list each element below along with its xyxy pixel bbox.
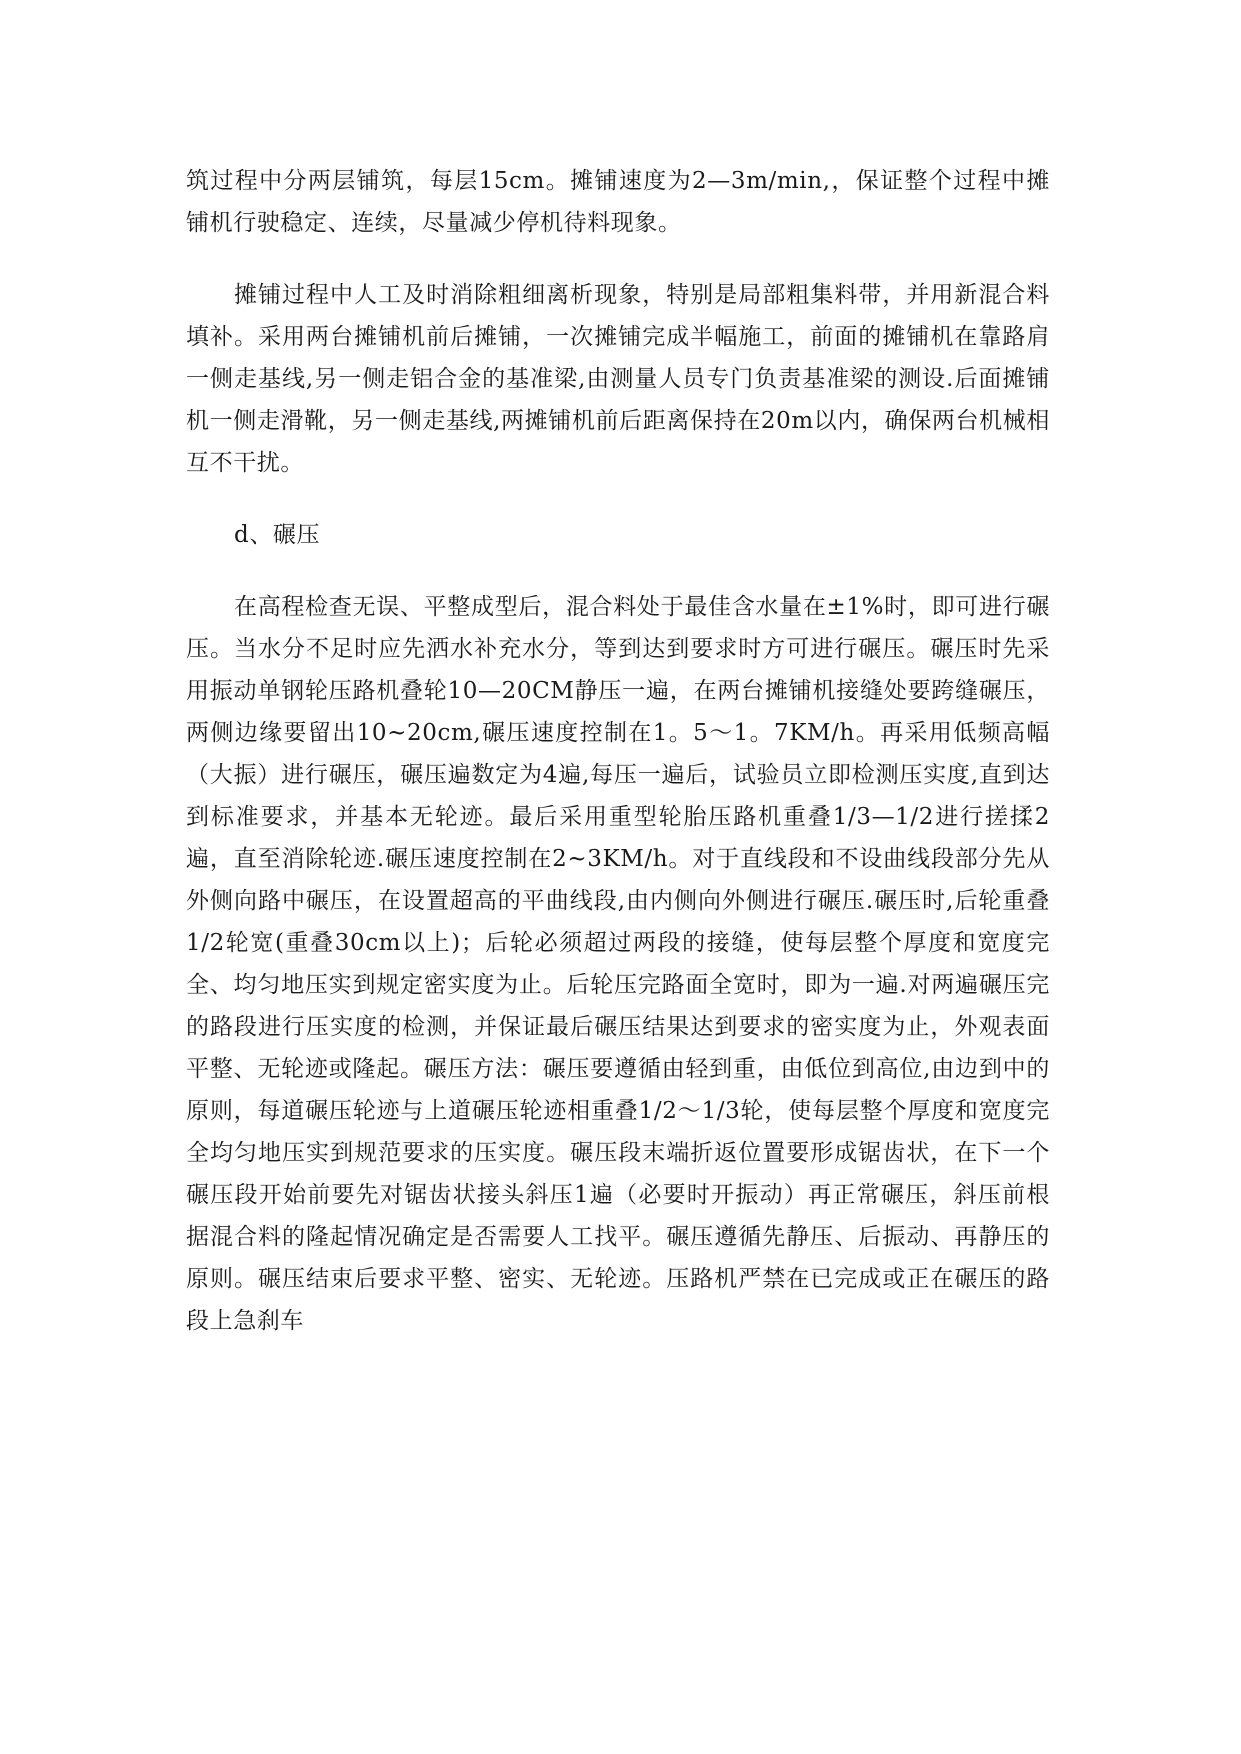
section-heading-compaction: d、碾压 [234, 522, 321, 548]
paragraph-paving-layers: 筑过程中分两层铺筑，每层15cm。摊铺速度为2—3m/min,，保证整个过程中摊铺机行驶稳定、连续，尽量减少停机待料现象。 [186, 168, 1050, 236]
paragraph-compaction-body: 在高程检查无误、平整成型后，混合料处于最佳含水量在±1%时，即可进行碾压。当水分不足时应先洒水补充水分，等到达到要求时方可进行碾压。碾压时先采用振动单钢轮压路机叠轮10—20CM静压一遍，在两台摊铺机接缝处要跨缝碾压，两侧边缘要留出10~20cm,碾压速度控制在1。5～1。7KM/h。再采用低频高幅（大振）进行碾压，碾压遍数定为4遍,每压一遍后，试验员立即检测压实度,直到达到标准要求，并基本无轮迹。最后采用重型轮胎压路机重叠1/3—1/2进行搓揉2遍，直至消除轮迹.碾压速度控制在2~3KM/h。对于直线段和不设曲线段部分先从外侧向路中碾压，在设置超高的平曲线段,由内侧向外侧进行碾压.碾压时,后轮重叠1/2轮宽(重叠30cm以上)；后轮必须超过两段的接缝，使每层整个厚度和宽度完全、均匀地压实到规定密实度为止。后轮压完路面全宽时，即为一遍.对两遍碾压完的路段进行压实度的检测，并保证最后碾压结果达到要求的密实度为止，外观表面平整、无轮迹或隆起。碾压方法：碾压要遵循由轻到重，由低位到高位,由边到中的原则，每道碾压轮迹与上道碾压轮迹相重叠1/2～1/3轮，使每层整个厚度和宽度完全均匀地压实到规范要求的压实度。碾压段末端折返位置要形成锯齿状，在下一个碾压段开始前要先对锯齿状接头斜压1遍（必要时开振动）再正常碾压，斜压前根据混合料的隆起情况确定是否需要人工找平。碾压遵循先静压、后振动、再静压的原则。碾压结束后要求平整、密实、无轮迹。压路机严禁在已完成或正在碾压的路段上急刹车 [186, 594, 1050, 1334]
document-body [186, 160, 1050, 1372]
paragraph-paving-process: 摊铺过程中人工及时消除粗细离析现象，特别是局部粗集料带，并用新混合料填补。采用两台摊铺机前后摊铺，一次摊铺完成半幅施工，前面的摊铺机在靠路肩一侧走基线,另一侧走铝合金的基准梁,由测量人员专门负责基准梁的测设.后面摊铺机一侧走滑靴，另一侧走基线,两摊铺机前后距离保持在20m以内，确保两台机械相互不干扰。 [186, 282, 1050, 476]
